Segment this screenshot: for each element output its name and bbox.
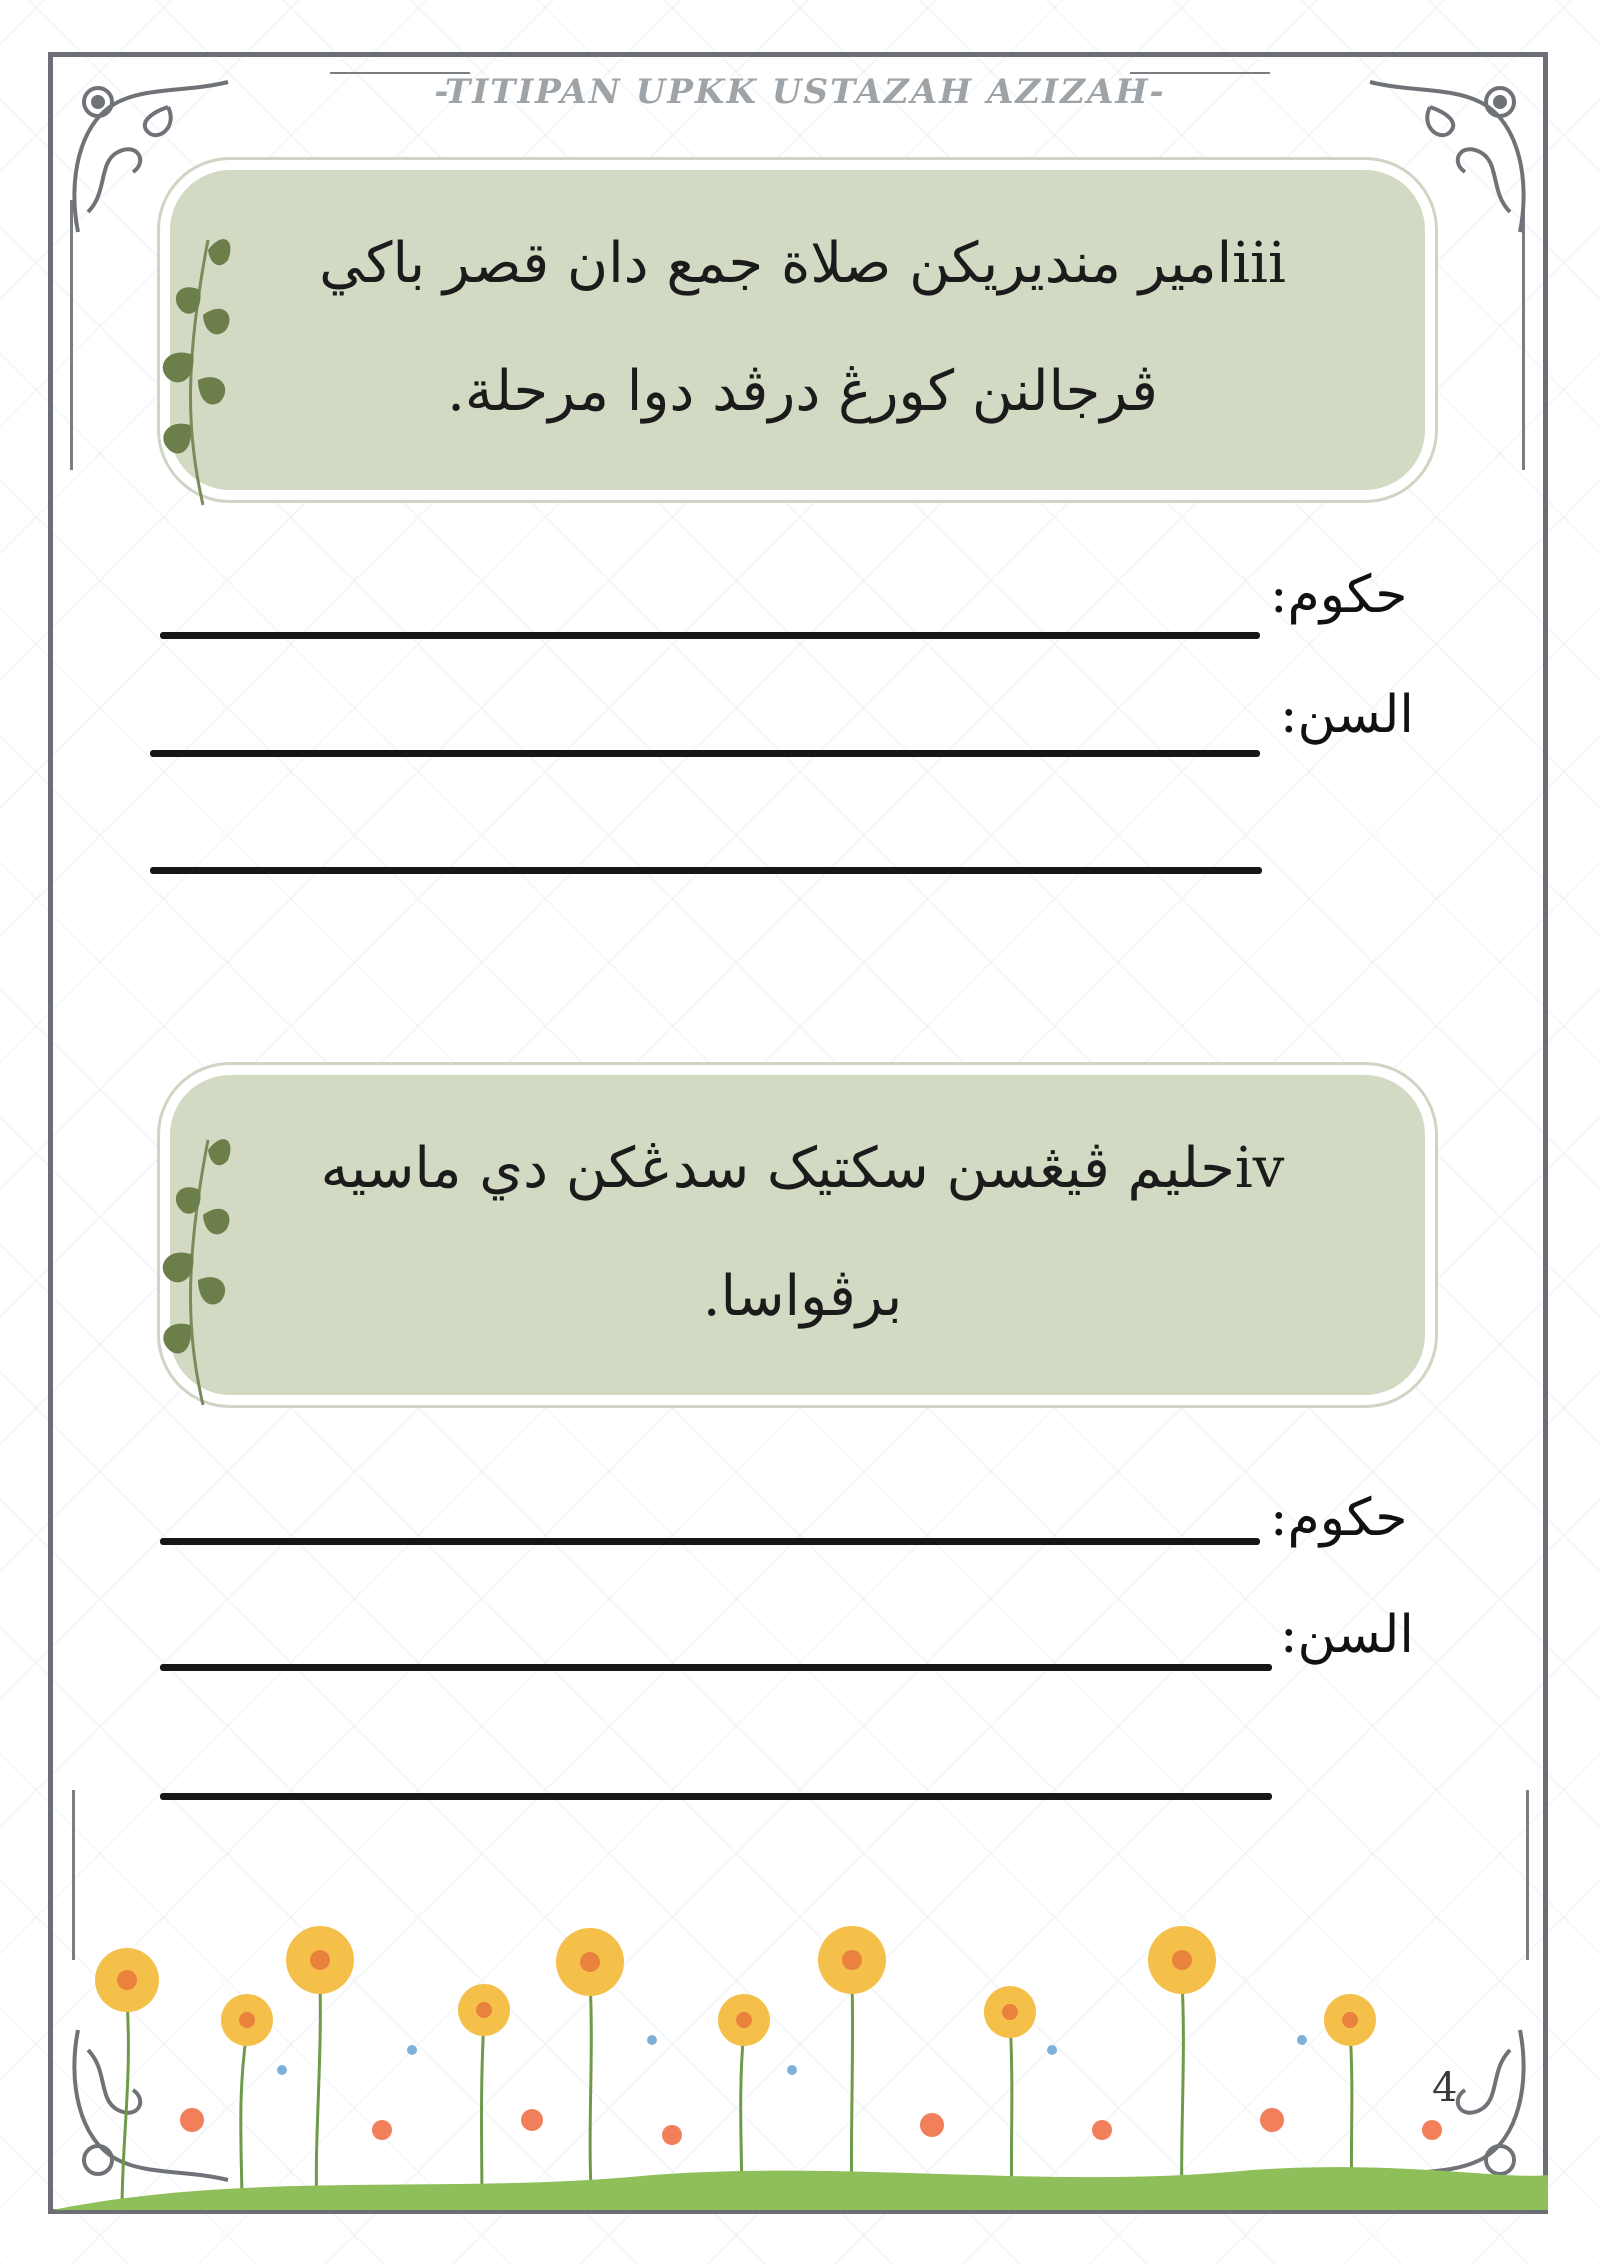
question-box-iii [170,170,1425,490]
reason-label-iv: السن: [1280,1605,1414,1665]
page-number: 4 [1432,2065,1458,2111]
flower-border-illustration [52,1920,1548,2210]
question-line-2: برڤواسا. [702,1264,903,1329]
question-text-iii [250,200,1355,456]
header-title: -TITIPAN UPKK USTAZAH AZIZAH- [434,72,1166,112]
question-line-1 [250,200,1355,328]
answer-line-reason-iii-1[interactable] [150,750,1260,757]
question-number: iv [1234,1136,1285,1201]
ruling-label-iii: حکوم: [1270,565,1408,625]
answer-line-reason-iii-2[interactable] [150,867,1262,874]
question-box-iv [170,1075,1425,1395]
reason-label-iii: السن: [1280,685,1414,745]
answer-line-reason-iv-1[interactable] [160,1664,1272,1671]
answer-line-ruling-iii[interactable] [160,632,1260,639]
question-line-1 [250,1105,1355,1233]
ruling-label-iv: حکوم: [1270,1488,1408,1548]
leaf-sprig-icon [108,220,238,510]
question-line-text: امير منديريكن صلاة جمع دان قصر باکي [319,231,1233,296]
question-line-2: ڤرجالنن كورڠ درڤد دوا مرحلة. [447,359,1158,424]
question-line-text: حليم ڤيڠسن سكتيک سدڠكن دي ماسيه [320,1136,1235,1201]
leaf-sprig-icon [108,1120,238,1410]
answer-line-ruling-iv[interactable] [160,1538,1260,1545]
answer-line-reason-iv-2[interactable] [160,1793,1272,1800]
question-number: iii [1232,231,1286,296]
question-text-iv [250,1105,1355,1361]
